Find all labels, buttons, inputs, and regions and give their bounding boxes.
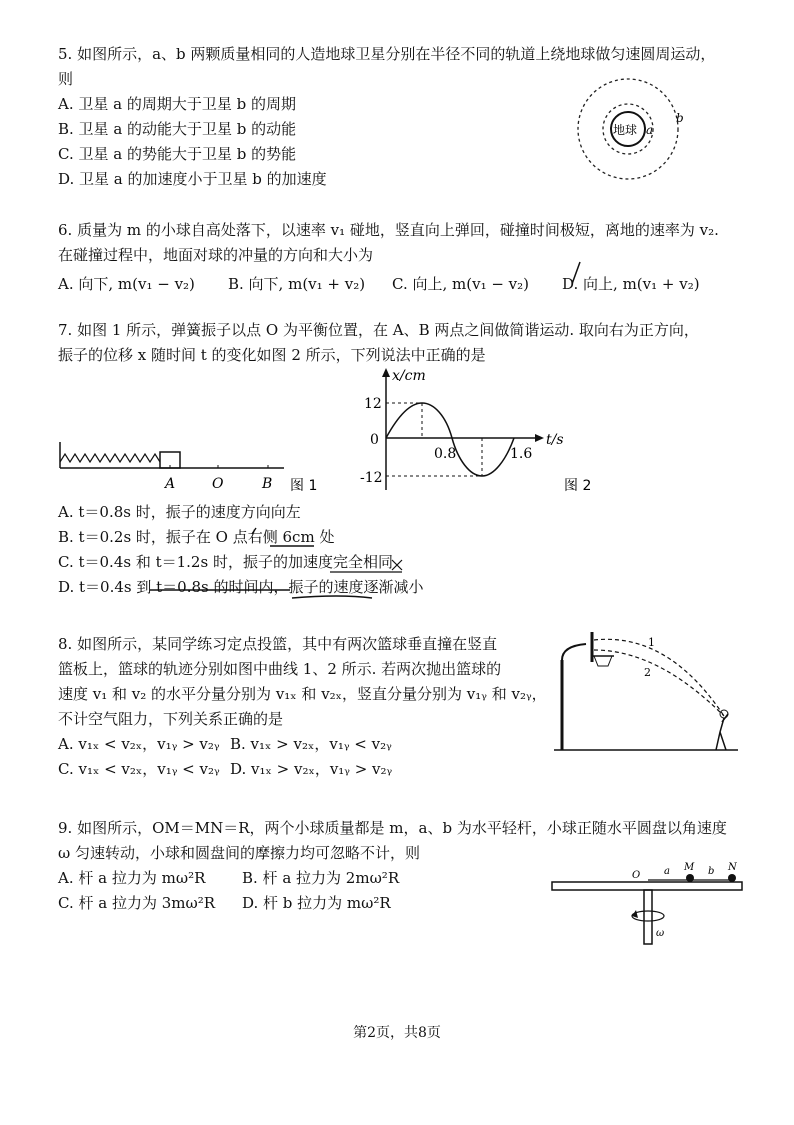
q5-orbit-figure <box>566 74 696 184</box>
q9-option-b: B. 杆 a 拉力为 2mω²R <box>242 869 400 887</box>
y-axis-arrow <box>382 368 390 377</box>
x-axis-label: t/s <box>546 432 564 448</box>
rotating-disc <box>552 882 742 890</box>
q9-stem-line1: 9. 如图所示，OM＝MN＝R，两个小球质量都是 m，a、b 为水平轻杆，小球正随水平圆盘以角速度 <box>58 819 727 837</box>
label-b: b <box>708 866 715 877</box>
satellite-a-label: a <box>646 123 654 137</box>
q5-option-a: A. 卫星 a 的周期大于卫星 b 的周期 <box>58 95 296 113</box>
tick-0-8: 0.8 <box>434 446 457 462</box>
tick-0: 0 <box>370 432 379 448</box>
q8-options-row1 <box>58 732 558 757</box>
q7-figure-1-spring <box>54 434 344 494</box>
question-6 <box>58 218 778 297</box>
q5-stem-line1: 5. 如图所示，a、b 两颗质量相同的人造地球卫星分别在半径不同的轨道上绕地球做匀速圆周运动， <box>58 45 716 63</box>
question-7-options <box>58 500 778 600</box>
axle <box>644 890 652 944</box>
q8-option-b: B. v₁ₓ > v₂ₓ，v₁ᵧ < v₂ᵧ <box>230 735 392 753</box>
q7-option-c: C. t＝0.4s 和 t＝1.2s 时，振子的加速度完全相同 <box>58 553 393 571</box>
q7-stem-line2: 振子的位移 x 随时间 t 的变化如图 2 所示，下列说法中正确的是 <box>58 346 486 364</box>
page-footer: 第2页，共8页 <box>353 1025 441 1041</box>
question-7 <box>58 318 778 368</box>
q8-options-row2 <box>58 757 558 782</box>
q6-option-d: D. 向上, m(v₁ + v₂) <box>562 275 700 293</box>
q6-stem-line2: 在碰撞过程中，地面对球的冲量的方向和大小为 <box>58 246 374 264</box>
q9-option-c: C. 杆 a 拉力为 3mω²R <box>58 894 216 912</box>
q8-basketball-figure <box>548 626 748 756</box>
q9-disc-figure <box>548 862 748 946</box>
ball-M <box>686 874 694 882</box>
q9-option-a: A. 杆 a 拉力为 mω²R <box>58 869 206 887</box>
q6-stem-line1: 6. 质量为 m 的小球自高处落下，以速率 v₁ 碰地，竖直向上弹回，碰撞时间极短，离地的速率为 v₂. <box>58 221 719 239</box>
q8-stem-line1: 8. 如图所示，某同学练习定点投篮，其中有两次篮球垂直撞在竖直 <box>58 635 498 653</box>
earth-label: 地球 <box>613 123 638 137</box>
q8-option-a: A. v₁ₓ < v₂ₓ，v₁ᵧ > v₂ᵧ <box>58 735 220 753</box>
trajectory-2 <box>594 650 724 716</box>
q7-option-d: D. t＝0.4s 到 t＝0.8s 的时间内，振子的速度逐渐减小 <box>58 578 424 596</box>
q8-stem-line4: 不计空气阻力，下列关系正确的是 <box>58 710 284 728</box>
satellite-b-label: b <box>676 111 684 125</box>
q8-stem-line3: 速度 v₁ 和 v₂ 的水平分量分别为 v₁ₓ 和 v₂ₓ，竖直分量分别为 v₁ᵧ 和 v₂ᵧ， <box>58 685 547 703</box>
label-M: M <box>684 862 695 873</box>
sine-curve <box>386 403 514 476</box>
label-A: A <box>165 476 176 492</box>
q6-option-b: B. 向下, m(v₁ + v₂) <box>228 275 366 293</box>
curve-1-label: 1 <box>648 636 655 649</box>
fig2-caption: 图 2 <box>564 478 592 494</box>
question-8 <box>58 632 558 782</box>
q5-stem-line2: 则 <box>58 70 74 88</box>
x-axis-arrow <box>535 434 544 442</box>
q9-option-d: D. 杆 b 拉力为 mω²R <box>242 894 391 912</box>
q8-stem-line2: 篮板上，篮球的轨迹分别如图中曲线 1、2 所示. 若两次抛出篮球的 <box>58 660 502 678</box>
spring <box>60 454 160 462</box>
label-B: B <box>262 476 273 492</box>
q9-stem-line2: ω 匀速转动，小球和圆盘间的摩擦力均可忽略不计，则 <box>58 844 421 862</box>
q6-option-a: A. 向下, m(v₁ − v₂) <box>58 275 195 293</box>
hoop-net <box>594 656 612 666</box>
tick-neg12: -12 <box>360 470 383 486</box>
label-a: a <box>664 866 670 877</box>
q5-option-b: B. 卫星 a 的动能大于卫星 b 的动能 <box>58 120 297 138</box>
q5-option-c: C. 卫星 a 的势能大于卫星 b 的势能 <box>58 145 297 163</box>
q7-figure-2-graph <box>334 366 624 500</box>
q6-option-c: C. 向上, m(v₁ − v₂) <box>392 275 530 293</box>
trajectory-1 <box>594 639 724 716</box>
fig1-caption: 图 1 <box>290 478 318 494</box>
curve-2-label: 2 <box>644 666 651 679</box>
tick-12: 12 <box>364 396 382 412</box>
y-axis-label: x/cm <box>392 368 426 384</box>
label-O: O <box>632 870 641 881</box>
q7-option-b: B. t＝0.2s 时，振子在 O 点右侧 6cm 处 <box>58 528 335 546</box>
hoop-arm <box>562 644 586 660</box>
player-body <box>716 714 728 750</box>
label-N: N <box>728 862 737 873</box>
q5-option-d: D. 卫星 a 的加速度小于卫星 b 的加速度 <box>58 170 327 188</box>
q8-option-c: C. v₁ₓ < v₂ₓ，v₁ᵧ < v₂ᵧ <box>58 760 220 778</box>
q7-option-a: A. t＝0.8s 时，振子的速度方向向左 <box>58 503 301 521</box>
q8-option-d: D. v₁ₓ > v₂ₓ，v₁ᵧ > v₂ᵧ <box>230 760 393 778</box>
label-O: O <box>212 476 224 492</box>
omega-label: ω <box>656 928 665 939</box>
ball-N <box>728 874 736 882</box>
q6-options <box>58 272 778 297</box>
tick-1-6: 1.6 <box>510 446 533 462</box>
q7-stem-line1: 7. 如图 1 所示，弹簧振子以点 O 为平衡位置，在 A、B 两点之间做简谐运动. 取向右为正方向， <box>58 321 699 339</box>
